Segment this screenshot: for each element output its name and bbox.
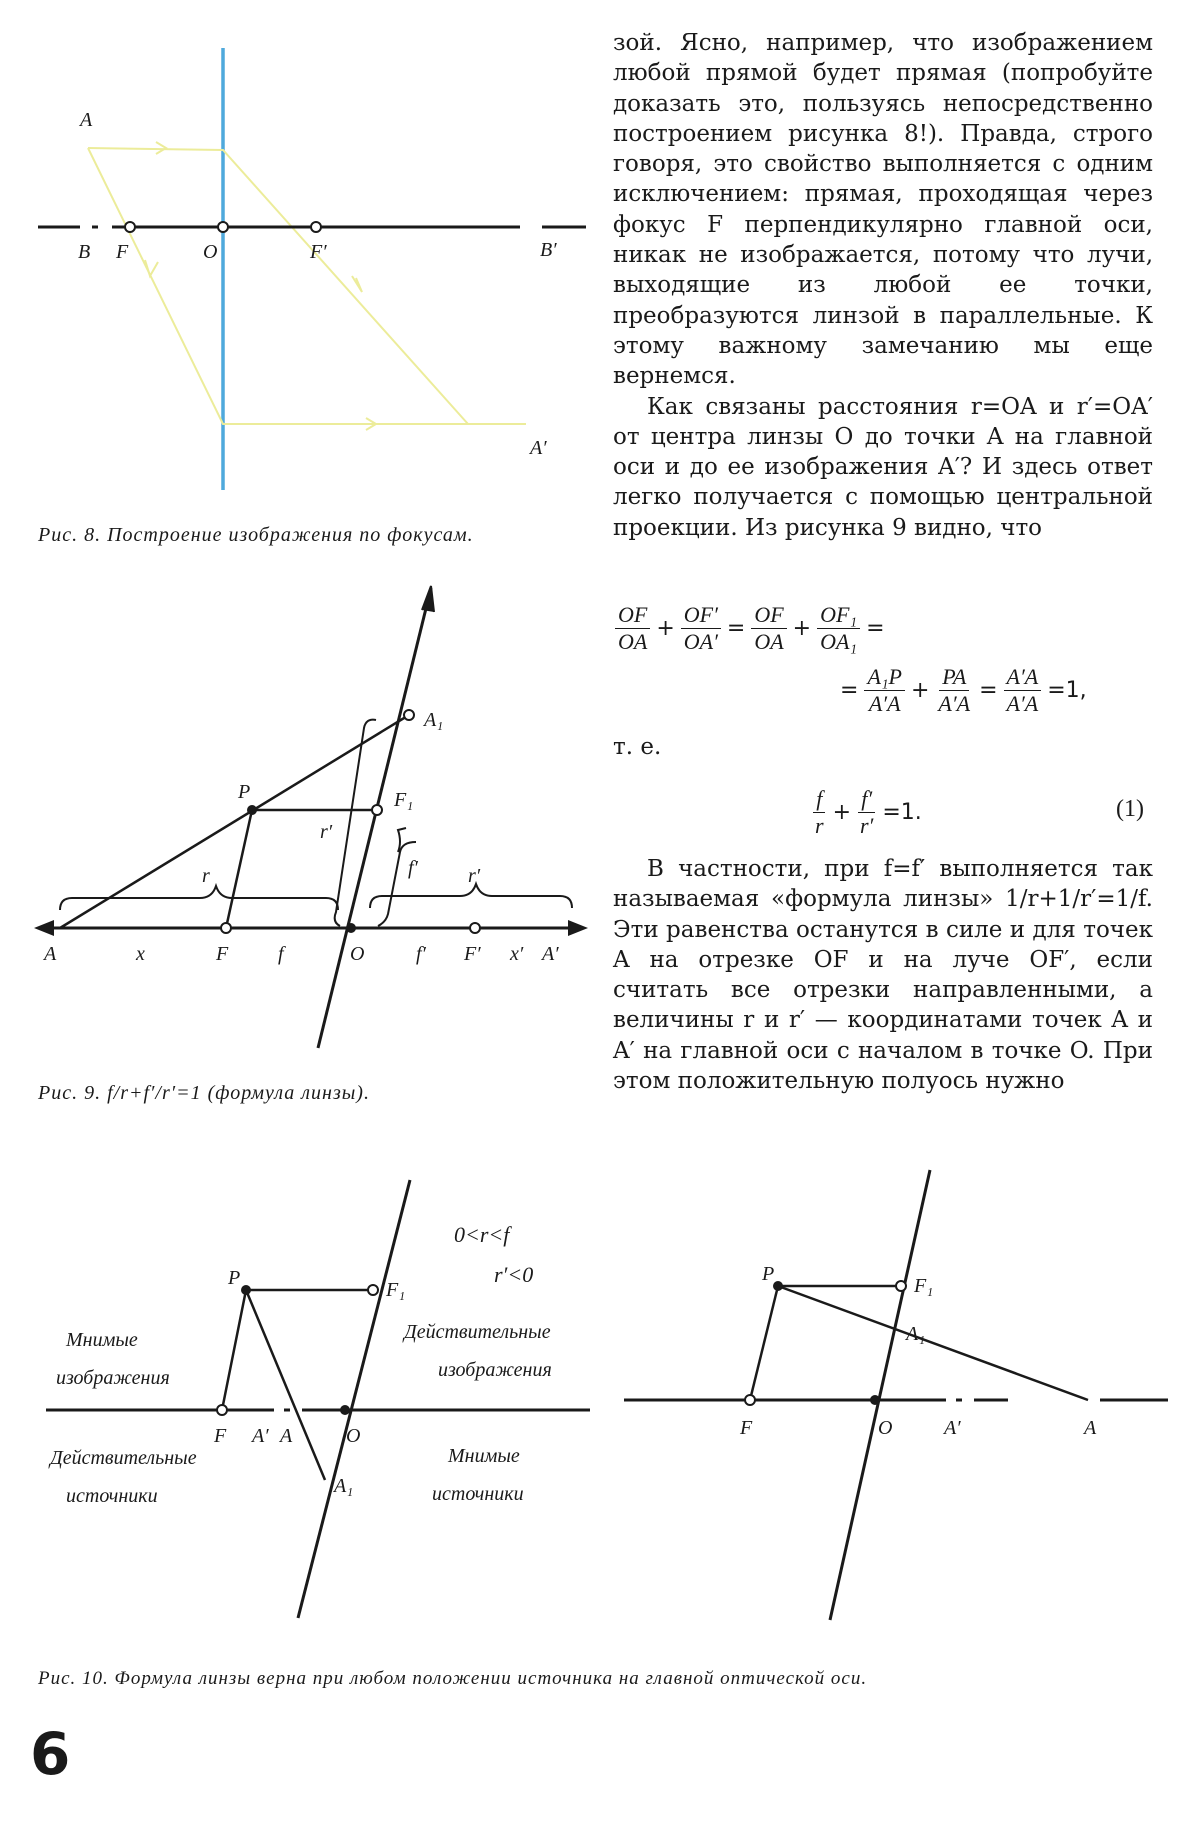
point-O — [346, 923, 356, 933]
formula-number: (1) — [1116, 796, 1144, 822]
te-label: т. е. — [613, 734, 662, 760]
line-P-F — [750, 1286, 778, 1400]
point-F1 — [896, 1281, 906, 1291]
frac: $\frac{PA}{A'A}$ — [938, 664, 971, 716]
frac: $\frac{A'A}{A'A}$ — [1004, 664, 1042, 717]
frac: $\frac{OF}{OA}$ — [751, 602, 786, 655]
formula-line-1: $\frac{OF}{OA}$ + $\frac{OF'}{OA'}$ = $\frac{OF}{OA}$ + $\frac{\text{OF₁}}{\text{OA₁}}$ = — [613, 602, 889, 655]
page-number: 6 — [30, 1720, 71, 1788]
label-A1: A₁ — [906, 1323, 926, 1345]
label-rp-right: r′ — [468, 865, 481, 887]
brace-r — [60, 886, 338, 910]
label-B: B — [78, 241, 91, 263]
frac: $\frac{OF}{OA}$ — [615, 602, 650, 655]
label-F1: F₁ — [914, 1275, 934, 1297]
ray-arrow-1 — [156, 142, 166, 154]
label-P: P — [238, 781, 251, 803]
label-F: F — [216, 943, 229, 965]
label-F1: F₁ — [386, 1279, 406, 1301]
lens-line — [298, 1180, 410, 1618]
paragraph-2: Как связаны расстояния r=OA и r′=OA′ от центра линзы O до точки A на главной оси и до ее изображения A′? И здесь ответ легко получается с помощью центральной проекции. Из рисунка 9 видно, что — [613, 393, 1153, 541]
label-fp: f′ — [416, 943, 426, 965]
point-F1 — [372, 805, 382, 815]
label-r: r — [202, 865, 210, 887]
point-O — [870, 1395, 880, 1405]
region-virtual-images-1: Мнимые — [66, 1329, 138, 1351]
frac: $\frac{OF'}{OA'}$ — [681, 602, 721, 655]
label-Ap: A′ — [252, 1425, 269, 1447]
region-real-sources-2: источники — [66, 1485, 158, 1507]
label-Fp: F′ — [310, 241, 327, 263]
figure-10-caption: Рис. 10. Формула линзы верна при любом положении источника на главной оптической оси. — [38, 1668, 868, 1689]
lens-formula: $\frac{f}{r}$ + $\frac{f'}{r'}$ =1. — [810, 786, 926, 839]
frac: $\frac{\text{OF₁}}{\text{OA₁}}$ — [817, 602, 860, 655]
point-P — [773, 1281, 783, 1291]
line-P-A1 — [246, 1290, 325, 1480]
paragraph-3: В частности, при f=f′ выполняется так называемая «формула линзы» 1/r+1/r′=1/f. Эти равенства останутся в силе и для точек A на отрезке OF и на луче OF′, если считать все отрезки направленными, а величины r и r′ — координатами точек A и A′ на главной оси с началом в точке O. При этом положительную полуось нужно — [613, 856, 1153, 1095]
label-rp-slanted: r′ — [320, 821, 333, 843]
point-O — [340, 1405, 350, 1415]
label-F: F — [740, 1417, 753, 1439]
region-real-sources-1: Действительные — [50, 1447, 197, 1469]
label-Fp: F′ — [464, 943, 481, 965]
label-A: A — [80, 109, 93, 131]
label-O: O — [878, 1417, 893, 1439]
figure-8-caption: Рис. 8. Построение изображения по фокусам. — [38, 524, 474, 546]
label-F1: F₁ — [394, 789, 414, 811]
label-F: F — [116, 241, 129, 263]
lens-line — [830, 1170, 930, 1620]
region-virtual-sources-1: Мнимые — [448, 1445, 520, 1467]
ray-arrow-4 — [145, 260, 158, 276]
region-real-images-1: Действительные — [404, 1321, 551, 1343]
label-Bp: B′ — [540, 239, 557, 261]
line-P-A — [778, 1286, 1088, 1400]
figure-10-right-diagram — [610, 1160, 1190, 1630]
figure-8-diagram — [20, 30, 600, 500]
lens-line — [318, 588, 431, 1048]
line-P-F — [226, 810, 252, 928]
label-O: O — [350, 943, 365, 965]
brace-rp — [370, 884, 572, 908]
ray-arrow-3 — [352, 276, 362, 292]
label-A: A — [1084, 1417, 1097, 1439]
point-F — [125, 222, 135, 232]
axis-arrow-left — [34, 920, 54, 936]
point-F — [221, 923, 231, 933]
point-F1 — [368, 1285, 378, 1295]
point-A1 — [404, 710, 414, 720]
label-f: f — [278, 943, 284, 965]
point-P — [241, 1285, 251, 1295]
label-Ap: A′ — [542, 943, 559, 965]
label-fp-side: f′ — [408, 857, 418, 879]
point-O — [218, 222, 228, 232]
label-P: P — [762, 1263, 775, 1285]
label-xp: x′ — [510, 943, 524, 965]
paragraph-1: зой. Ясно, например, что изображением любой прямой будет прямая (попробуйте доказать это, пользуясь непосредственно построением рисунка 8!). Правда, строго говоря, это свойство выполняется с одним исключением: прямая, проходящая через фокус F перпендикулярно главной оси, никак не изображается, потому что лучи, выходящие из любой ее точки, преобразуются линзой в параллельные. К этому важному замечанию мы еще вернемся. — [613, 30, 1153, 390]
label-x: x — [136, 943, 145, 965]
label-Ap: A′ — [530, 437, 547, 459]
point-F — [217, 1405, 227, 1415]
frac: $\frac{\text{A₁P}}{A'A}$ — [864, 664, 905, 717]
formula-line-2: = $\frac{\text{A₁P}}{A'A}$ + $\frac{PA}{A'A}$ = $\frac{A'A}{A'A}$ =1, — [840, 664, 1087, 716]
label-A: A — [44, 943, 57, 965]
label-condition-2: r′<0 — [494, 1262, 534, 1287]
label-A1: A₁ — [424, 709, 444, 731]
region-real-images-2: изображения — [438, 1359, 552, 1381]
line-P-F — [222, 1290, 246, 1410]
label-A: A — [280, 1425, 293, 1447]
figure-9-caption: Рис. 9. f/r+f′/r′=1 (формула линзы). — [38, 1082, 370, 1104]
region-virtual-sources-2: источники — [432, 1483, 524, 1505]
point-Fp — [470, 923, 480, 933]
label-O: O — [203, 241, 218, 263]
frac: $\frac{f}{r}$ — [815, 786, 824, 838]
label-condition-1: 0<r<f — [454, 1222, 510, 1247]
label-F: F — [214, 1425, 227, 1447]
label-Ap: A′ — [944, 1417, 961, 1439]
lens-arrow — [422, 586, 434, 612]
main-text — [613, 28, 1153, 543]
label-A1: A₁ — [334, 1475, 354, 1497]
ray-parallel — [88, 148, 526, 424]
ray-through-focus — [88, 148, 468, 424]
point-F — [745, 1395, 755, 1405]
point-Fp — [311, 222, 321, 232]
label-P: P — [228, 1267, 241, 1289]
frac: $\frac{f'}{r'}$ — [860, 786, 874, 838]
axis-arrow-right — [568, 920, 588, 936]
point-P — [247, 805, 257, 815]
region-virtual-images-2: изображения — [56, 1367, 170, 1389]
figure-10-left-diagram — [30, 1170, 610, 1630]
label-O: O — [346, 1425, 361, 1447]
figure-9-diagram — [20, 580, 600, 1050]
